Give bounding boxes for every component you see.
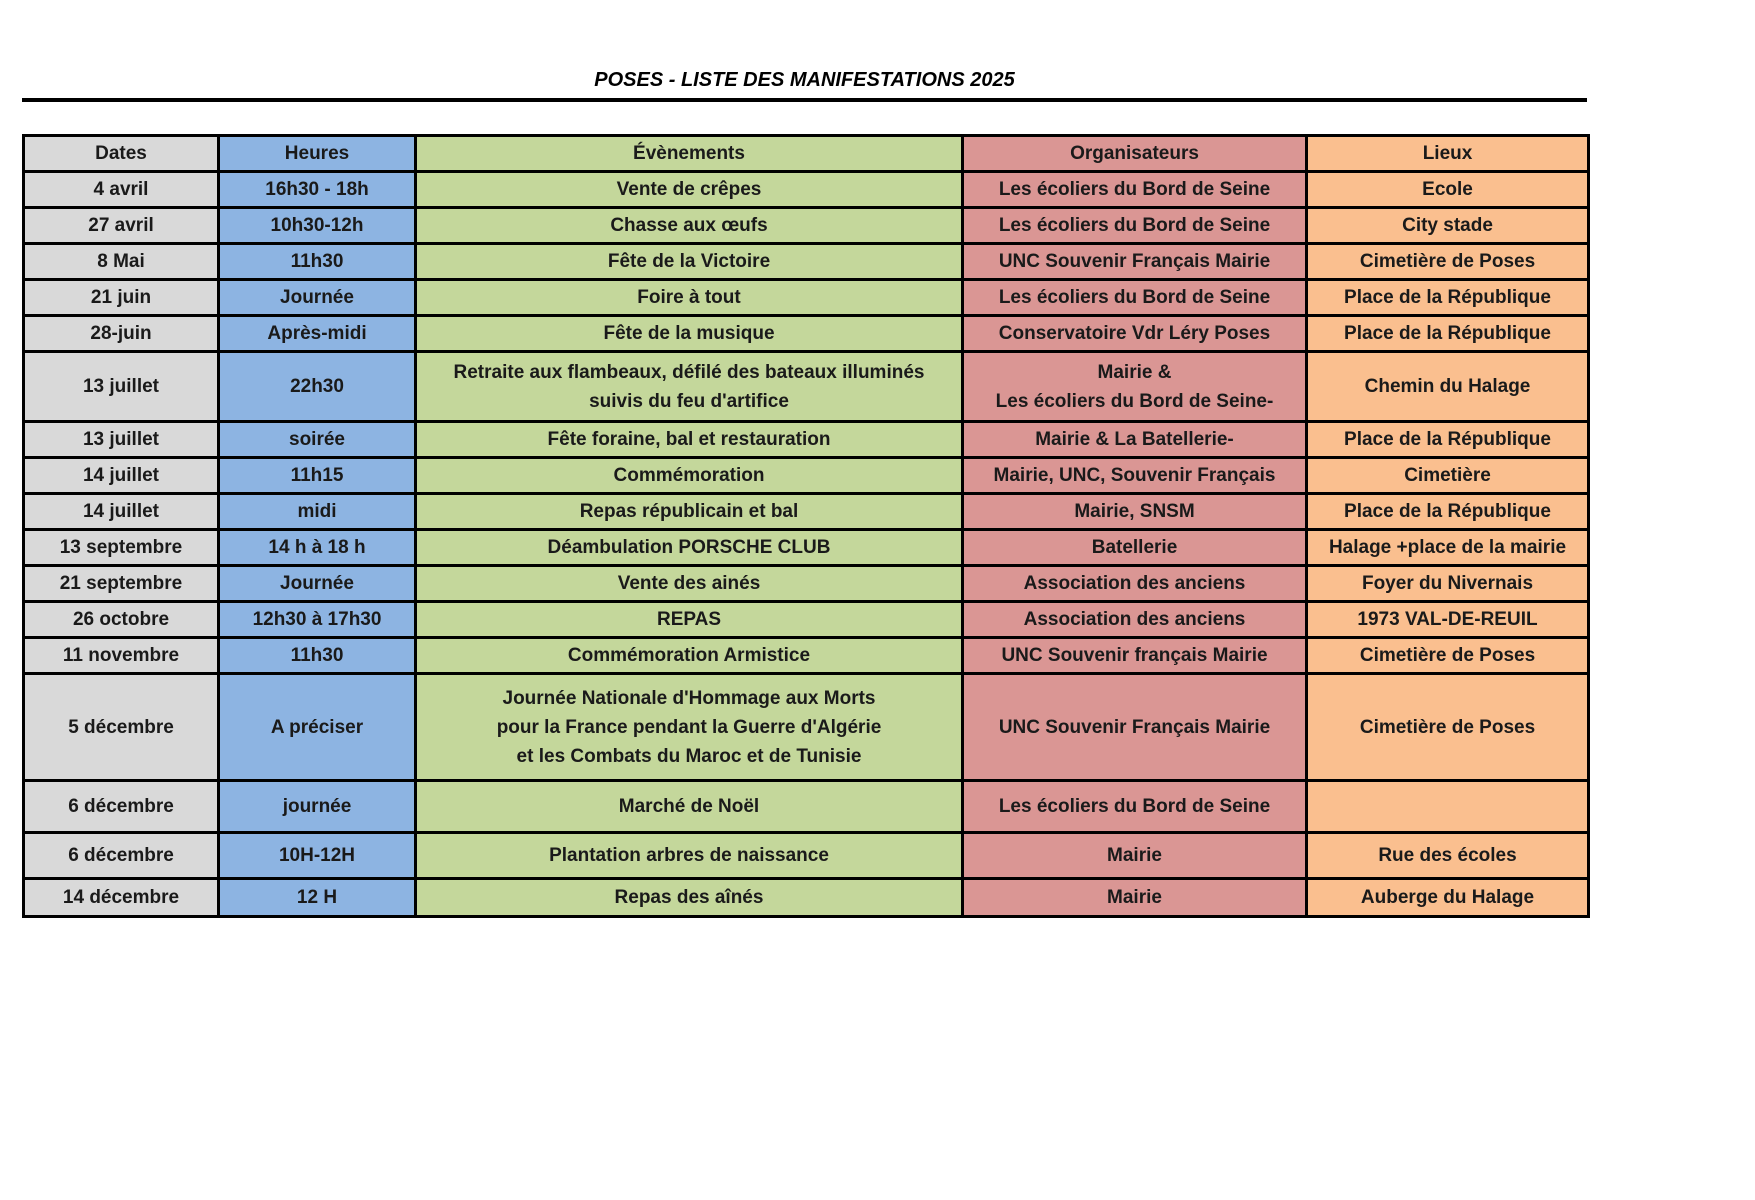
cell-event: Plantation arbres de naissance: [416, 833, 963, 879]
cell-event: Fête de la Victoire: [416, 244, 963, 280]
table-row: [24, 879, 1589, 917]
cell-organizer: Association des anciens: [963, 566, 1307, 602]
cell-event: Commémoration Armistice: [416, 638, 963, 674]
cell-event: Retraite aux flambeaux, défilé des bateaux illuminés suivis du feu d'artifice: [416, 352, 963, 422]
cell-organizer: Association des anciens: [963, 602, 1307, 638]
table-row: [24, 316, 1589, 352]
cell-date: 6 décembre: [24, 781, 219, 833]
cell-hour: 16h30 - 18h: [219, 172, 416, 208]
cell-place: Halage +place de la mairie: [1307, 530, 1589, 566]
cell-hour: 11h30: [219, 638, 416, 674]
cell-date: 4 avril: [24, 172, 219, 208]
cell-event: Commémoration: [416, 458, 963, 494]
table-row: [24, 244, 1589, 280]
cell-event: Journée Nationale d'Hommage aux Morts pour la France pendant la Guerre d'Algérie et les Combats du Maroc et de Tunisie: [416, 674, 963, 781]
cell-place: Place de la République: [1307, 422, 1589, 458]
cell-event: Déambulation PORSCHE CLUB: [416, 530, 963, 566]
cell-organizer: Les écoliers du Bord de Seine: [963, 172, 1307, 208]
header-dates: Dates: [24, 136, 219, 172]
cell-place: Rue des écoles: [1307, 833, 1589, 879]
cell-date: 14 juillet: [24, 458, 219, 494]
events-table: [22, 134, 1590, 918]
header-row: [24, 136, 1589, 172]
cell-date: 14 décembre: [24, 879, 219, 917]
cell-date: 27 avril: [24, 208, 219, 244]
cell-hour: 22h30: [219, 352, 416, 422]
cell-organizer: Mairie: [963, 833, 1307, 879]
cell-hour: 12 H: [219, 879, 416, 917]
title-divider: [22, 98, 1587, 102]
cell-hour: Journée: [219, 280, 416, 316]
table-row: [24, 172, 1589, 208]
cell-place: Auberge du Halage: [1307, 879, 1589, 917]
cell-date: 28-juin: [24, 316, 219, 352]
cell-organizer: UNC Souvenir français Mairie: [963, 638, 1307, 674]
cell-hour: A préciser: [219, 674, 416, 781]
cell-hour: soirée: [219, 422, 416, 458]
table-row: [24, 280, 1589, 316]
table-row: [24, 602, 1589, 638]
cell-event: Foire à tout: [416, 280, 963, 316]
table-row: [24, 566, 1589, 602]
cell-organizer: Mairie: [963, 879, 1307, 917]
cell-date: 21 septembre: [24, 566, 219, 602]
cell-place: City stade: [1307, 208, 1589, 244]
table-row: [24, 833, 1589, 879]
cell-hour: journée: [219, 781, 416, 833]
cell-place: Ecole: [1307, 172, 1589, 208]
cell-hour: 10h30-12h: [219, 208, 416, 244]
cell-organizer: Les écoliers du Bord de Seine: [963, 208, 1307, 244]
cell-hour: 11h15: [219, 458, 416, 494]
cell-place: Place de la République: [1307, 280, 1589, 316]
header-places: Lieux: [1307, 136, 1589, 172]
cell-organizer: Les écoliers du Bord de Seine: [963, 781, 1307, 833]
cell-hour: 14 h à 18 h: [219, 530, 416, 566]
cell-event: Vente de crêpes: [416, 172, 963, 208]
cell-date: 14 juillet: [24, 494, 219, 530]
cell-date: 11 novembre: [24, 638, 219, 674]
cell-place: [1307, 781, 1589, 833]
cell-place: Chemin du Halage: [1307, 352, 1589, 422]
cell-event: Repas républicain et bal: [416, 494, 963, 530]
cell-event: Fête de la musique: [416, 316, 963, 352]
cell-date: 6 décembre: [24, 833, 219, 879]
cell-hour: 12h30 à 17h30: [219, 602, 416, 638]
cell-event: REPAS: [416, 602, 963, 638]
cell-date: 21 juin: [24, 280, 219, 316]
cell-date: 26 octobre: [24, 602, 219, 638]
cell-date: 5 décembre: [24, 674, 219, 781]
table-body: [24, 172, 1589, 917]
table-row: [24, 458, 1589, 494]
cell-hour: 10H-12H: [219, 833, 416, 879]
table-row: [24, 781, 1589, 833]
cell-hour: midi: [219, 494, 416, 530]
header-organizers: Organisateurs: [963, 136, 1307, 172]
cell-event: Marché de Noël: [416, 781, 963, 833]
page-title: POSES - LISTE DES MANIFESTATIONS 2025: [594, 69, 1015, 91]
cell-hour: Après-midi: [219, 316, 416, 352]
cell-date: 13 juillet: [24, 422, 219, 458]
table-row: [24, 494, 1589, 530]
table-row: [24, 208, 1589, 244]
cell-hour: 11h30: [219, 244, 416, 280]
cell-date: 13 septembre: [24, 530, 219, 566]
cell-organizer: Mairie & Les écoliers du Bord de Seine-: [963, 352, 1307, 422]
table-row: [24, 530, 1589, 566]
table-row: [24, 638, 1589, 674]
cell-date: 13 juillet: [24, 352, 219, 422]
cell-place: Place de la République: [1307, 316, 1589, 352]
cell-date: 8 Mai: [24, 244, 219, 280]
table-row: [24, 422, 1589, 458]
cell-event: Chasse aux œufs: [416, 208, 963, 244]
cell-organizer: Les écoliers du Bord de Seine: [963, 280, 1307, 316]
cell-place: Cimetière: [1307, 458, 1589, 494]
cell-place: Place de la République: [1307, 494, 1589, 530]
cell-organizer: Mairie, SNSM: [963, 494, 1307, 530]
cell-place: Cimetière de Poses: [1307, 674, 1589, 781]
cell-organizer: Mairie, UNC, Souvenir Français: [963, 458, 1307, 494]
cell-hour: Journée: [219, 566, 416, 602]
cell-place: Cimetière de Poses: [1307, 244, 1589, 280]
cell-organizer: UNC Souvenir Français Mairie: [963, 244, 1307, 280]
cell-place: 1973 VAL-DE-REUIL: [1307, 602, 1589, 638]
header-hours: Heures: [219, 136, 416, 172]
header-events: Évènements: [416, 136, 963, 172]
cell-organizer: Mairie & La Batellerie-: [963, 422, 1307, 458]
cell-organizer: Batellerie: [963, 530, 1307, 566]
cell-organizer: UNC Souvenir Français Mairie: [963, 674, 1307, 781]
cell-event: Fête foraine, bal et restauration: [416, 422, 963, 458]
cell-place: Cimetière de Poses: [1307, 638, 1589, 674]
cell-organizer: Conservatoire Vdr Léry Poses: [963, 316, 1307, 352]
cell-event: Repas des aînés: [416, 879, 963, 917]
table-row: [24, 352, 1589, 422]
cell-event: Vente des ainés: [416, 566, 963, 602]
table-row: [24, 674, 1589, 781]
cell-place: Foyer du Nivernais: [1307, 566, 1589, 602]
